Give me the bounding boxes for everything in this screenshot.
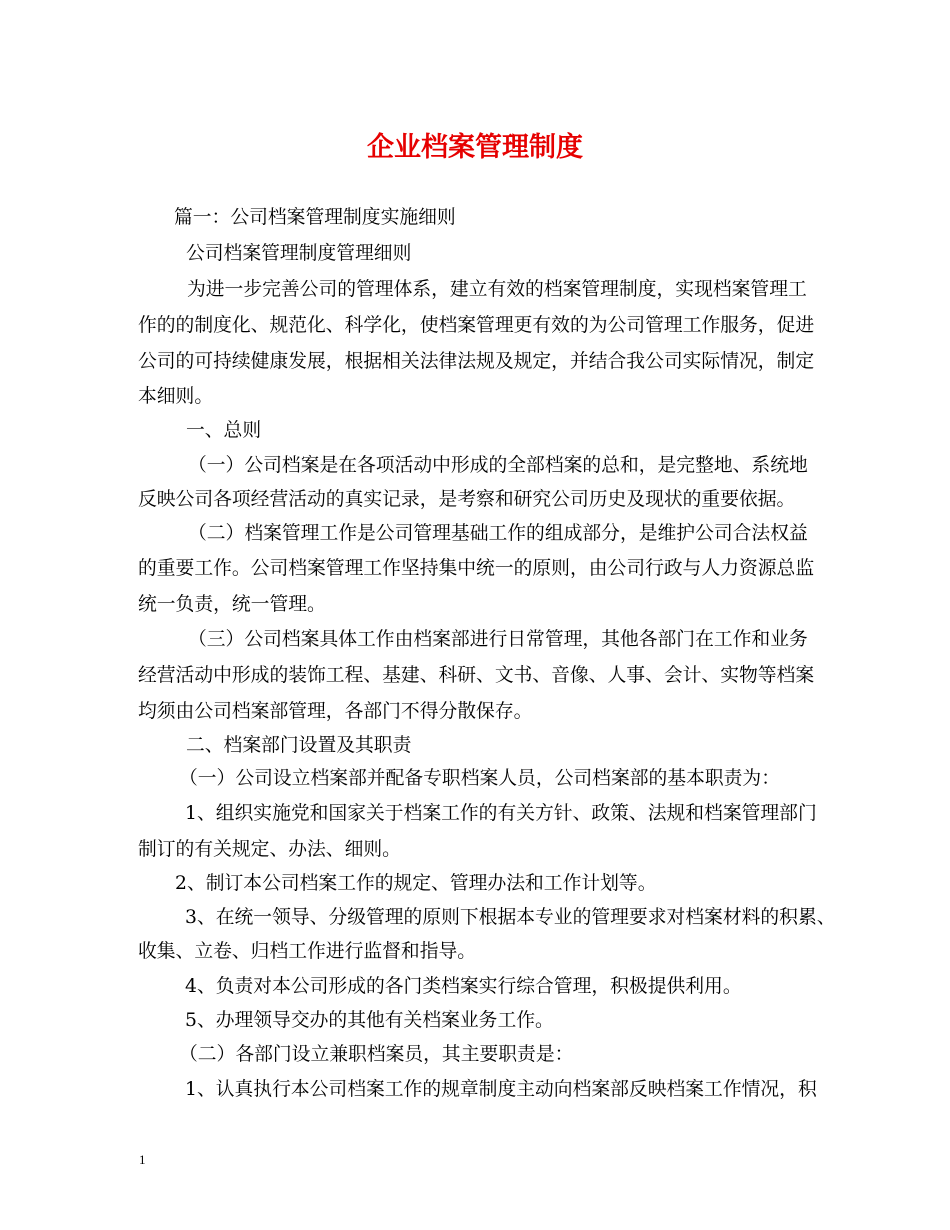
list-item-line: 收集、立卷、归档工作进行监督和指导。	[138, 941, 477, 962]
section-heading-line: 篇一：公司档案管理制度实施细则	[174, 207, 456, 228]
paragraph-line: 统一负责，统一管理。	[138, 594, 326, 615]
list-item-line: 2、制订本公司档案工作的规定、管理办法和工作计划等。	[175, 873, 657, 894]
subtitle-line: 公司档案管理制度管理细则	[186, 243, 412, 264]
list-item-line: 3、在统一领导、分级管理的原则下根据本专业的管理要求对档案材料的积累、	[185, 907, 836, 928]
list-item-line: 1、认真执行本公司档案工作的规章制度主动向档案部反映档案工作情况，积	[185, 1079, 817, 1100]
chapter-heading-line: 一、总则	[186, 420, 262, 441]
list-item-line: 5、办理领导交办的其他有关档案业务工作。	[185, 1010, 554, 1031]
paragraph-line: （三）公司档案具体工作由档案部进行日常管理，其他各部门在工作和业务	[188, 629, 808, 650]
paragraph-line: 公司的可持续健康发展，根据相关法律法规及规定，并结合我公司实际情况，制定	[138, 351, 815, 372]
list-item-line: 制订的有关规定、办法、细则。	[138, 839, 401, 860]
paragraph-line: （一）公司设立档案部并配备专职档案人员，公司档案部的基本职责为：	[179, 768, 780, 789]
paragraph-line: 作的的制度化、规范化、科学化，使档案管理更有效的为公司管理工作服务，促进	[138, 315, 815, 336]
paragraph-line: 经营活动中形成的装饰工程、基建、科研、文书、音像、人事、会计、实物等档案	[138, 665, 815, 686]
page-number: 1	[139, 1152, 146, 1167]
list-item-line: 1、组织实施党和国家关于档案工作的有关方针、政策、法规和档案管理部门	[185, 803, 817, 824]
paragraph-line: （二）各部门设立兼职档案员，其主要职责是：	[179, 1044, 574, 1065]
paragraph-line: 本细则。	[138, 386, 214, 407]
paragraph-line: 的重要工作。公司档案管理工作坚持集中统一的原则，由公司行政与人力资源总监	[138, 558, 815, 579]
paragraph-line: 反映公司各项经营活动的真实记录，是考察和研究公司历史及现状的重要依据。	[138, 489, 796, 510]
document-title: 企业档案管理制度	[367, 132, 583, 163]
paragraph-line: 均须由公司档案部管理，各部门不得分散保存。	[138, 701, 533, 722]
paragraph-line: 为进一步完善公司的管理体系，建立有效的档案管理制度，实现档案管理工	[187, 279, 807, 300]
paragraph-line: （一）公司档案是在各项活动中形成的全部档案的总和，是完整地、系统地	[188, 455, 808, 476]
list-item-line: 4、负责对本公司形成的各门类档案实行综合管理，积极提供利用。	[185, 976, 742, 997]
chapter-heading-line: 二、档案部门设置及其职责	[186, 735, 412, 756]
paragraph-line: （二）档案管理工作是公司管理基础工作的组成部分，是维护公司合法权益	[188, 523, 808, 544]
